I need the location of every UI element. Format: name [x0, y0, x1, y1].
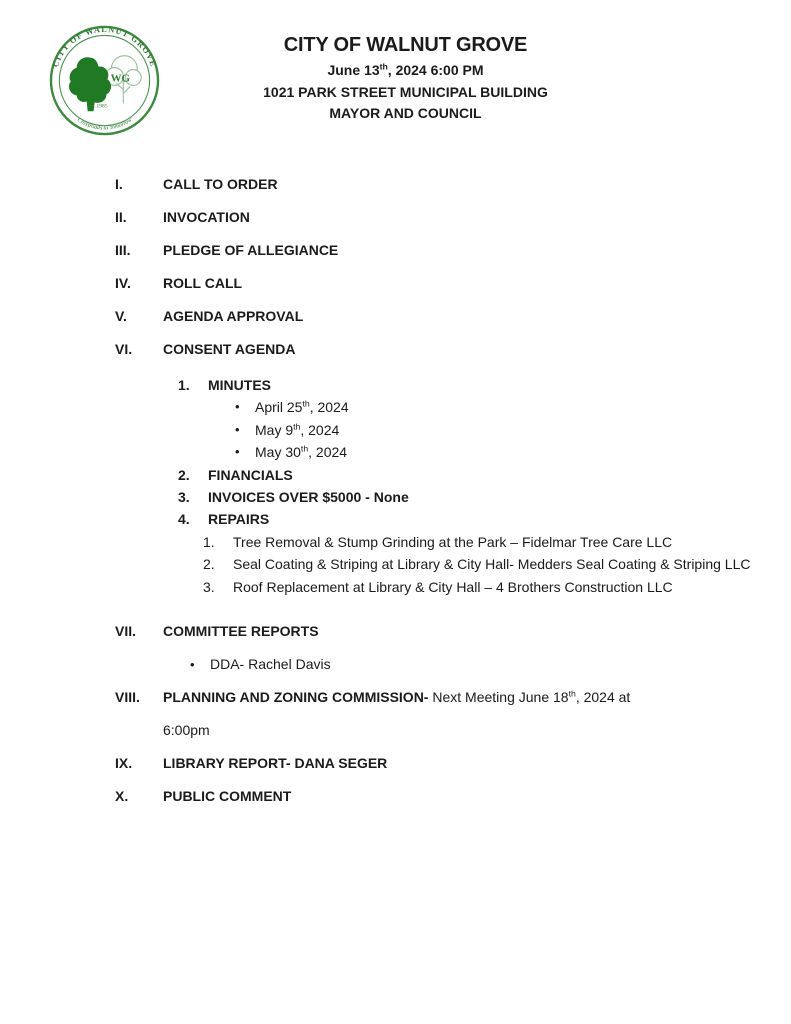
date-ordinal: th [379, 61, 388, 72]
consent-item-invoices [178, 486, 791, 508]
repair-item [203, 576, 791, 598]
agenda-item-agenda-approval [115, 308, 791, 325]
agenda-item-pledge [115, 242, 791, 259]
seal-arc-top-text: CITY OF WALNUT GROVE [50, 24, 159, 69]
agenda-item-planning-zoning [115, 689, 791, 706]
item-numeral: I. [115, 176, 123, 192]
item-label: CONSENT AGENDA [163, 341, 296, 357]
item-label: COMMITTEE REPORTS [163, 623, 319, 640]
date-text: April 25 [255, 399, 303, 416]
seal-monogram: WG [110, 72, 131, 85]
repair-text: Seal Coating & Striping at Library & City Hall- Medders Seal Coating & Striping LLC [233, 556, 751, 573]
minutes-date [255, 441, 347, 463]
item-label: LIBRARY REPORT- DANA SEGER [163, 755, 388, 772]
date-ordinal: th [293, 421, 301, 432]
item-numeral: II. [115, 209, 127, 225]
page-title: CITY OF WALNUT GROVE [283, 34, 528, 56]
item-label: AGENDA APPROVAL [163, 308, 304, 324]
item-number: 3. [203, 578, 215, 595]
date-text: , 2024 [308, 444, 348, 461]
date-ordinal: th [302, 398, 310, 409]
item-numeral: V. [115, 308, 127, 324]
item-label: ROLL CALL [163, 275, 243, 291]
consent-item-repairs [178, 508, 791, 530]
planning-meeting-note [428, 689, 630, 705]
note-text: Next Meeting June 18 [428, 689, 569, 706]
item-number: 3. [178, 489, 190, 506]
item-label: FINANCIALS [208, 466, 293, 483]
minutes-date-item [235, 396, 791, 418]
seal-est-text: est. 1985 [87, 103, 108, 110]
meeting-body-name: MAYOR AND COUNCIL [329, 105, 482, 121]
consent-agenda-sublist [178, 374, 791, 598]
bullet-icon: • [190, 657, 195, 673]
repair-item [203, 531, 791, 553]
minutes-date-item [235, 419, 791, 441]
item-number: 2. [203, 556, 215, 573]
item-label: REPAIRS [208, 511, 270, 528]
repair-item [203, 553, 791, 575]
item-numeral: VII. [115, 623, 137, 640]
date-text: June 13 [327, 62, 380, 78]
agenda-item-committee-reports [115, 623, 791, 640]
item-numeral: III. [115, 242, 131, 258]
item-numeral: IV. [115, 275, 131, 291]
item-number: 4. [178, 511, 190, 528]
consent-item-financials [178, 464, 791, 486]
date-time-text: , 2024 6:00 PM [387, 62, 484, 78]
minutes-date-item [235, 441, 791, 463]
planning-meeting-time: 6:00pm [163, 722, 210, 739]
bullet-icon: • [235, 399, 240, 415]
committee-report-text: DDA- Rachel Davis [210, 656, 331, 673]
bullet-icon: • [235, 444, 240, 460]
item-numeral: IX. [115, 755, 133, 772]
date-ordinal: th [300, 443, 309, 454]
meeting-datetime [20, 60, 791, 85]
minutes-date [255, 419, 339, 441]
date-text: May 30 [255, 444, 301, 461]
repair-text: Roof Replacement at Library & City Hall – 4 Brothers Construction LLC [233, 578, 673, 595]
consent-item-minutes [178, 374, 791, 396]
item-label: PLEDGE OF ALLEGIANCE [163, 242, 339, 258]
agenda-item-invocation [115, 209, 791, 226]
date-text: , 2024 [300, 421, 340, 438]
agenda-item-call-to-order [115, 176, 791, 193]
note-text: , 2024 at [575, 689, 631, 706]
agenda-item-public-comment [115, 788, 791, 805]
agenda-item-roll-call [115, 275, 791, 292]
item-number: 2. [178, 466, 190, 483]
item-label: CALL TO ORDER [163, 176, 278, 192]
repair-text: Tree Removal & Stump Grinding at the Park – Fidelmar Tree Care LLC [233, 533, 673, 550]
item-label: INVOCATION [163, 209, 250, 225]
committee-report-dda [190, 656, 791, 673]
item-label: INVOICES OVER $5000 - None [208, 489, 409, 506]
item-label: PUBLIC COMMENT [163, 788, 292, 805]
item-label [163, 689, 791, 706]
seal-motto-text: Crossroads to Tomorrow [75, 117, 134, 132]
date-text: , 2024 [309, 399, 349, 416]
item-numeral: VIII. [115, 689, 140, 706]
date-ordinal: th [568, 688, 576, 699]
item-numeral: VI. [115, 341, 133, 357]
item-number: 1. [178, 377, 190, 393]
item-label: MINUTES [208, 377, 271, 393]
bullet-icon: • [235, 421, 240, 437]
agenda-item-library-report [115, 755, 791, 772]
minutes-date [255, 396, 349, 418]
meeting-address: 1021 PARK STREET MUNICIPAL BUILDING [263, 83, 548, 100]
item-number: 1. [203, 533, 215, 550]
agenda-list [0, 140, 791, 805]
document-header [0, 0, 791, 140]
agenda-item-consent-agenda [115, 341, 791, 358]
date-text: May 9 [255, 421, 294, 438]
item-numeral: X. [115, 788, 129, 805]
header-text-block [0, 33, 791, 125]
item-label-bold: PLANNING AND ZONING COMMISSION- [163, 689, 429, 706]
